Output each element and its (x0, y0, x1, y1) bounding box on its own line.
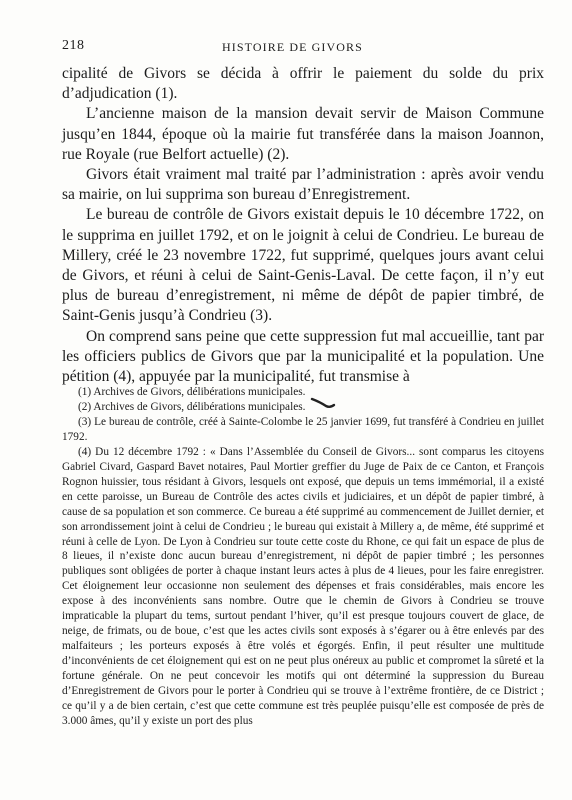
paragraph-1: cipalité de Givors se décida à offrir le paiement du solde du prix d’adjudication (1). (62, 65, 544, 103)
footnote-4: (4) Du 12 décembre 1792 : « Dans l’Assemblée du Conseil de Givors... sont comparus les citoyens Gabriel Civard, Gaspard Bavet notaires, Paul Mortier greffier du Juge de Paix de ce Canton, et François Rognon huissier, tous résidant à Givors, lesquels ont exposé, que depuis un tems immémorial, il a existé en cette paroisse, un Bureau de Contrôle des actes civils et judiciaires, et un dépôt de papier timbré, à cause de sa population et son commerce. Ce bureau a été supprimé au commencement de Juillet dernier, et son arrondissement joint à celui de Condrieu ; le bureau qui existait à Millery a, de même, été supprimé et réuni à celle de Lyon. De Lyon à Condrieu sur toute cette coste du Rhone, ce qui fait un espace de plus de 8 lieues, il n’existe donc aucun bureau d’enregistrement, ni dépôt de papier timbré ; les personnes publiques sont obligées de porter à chaque instant leurs actes à plus de 4 lieues, pour les faire enregistrer. Cet éloignement leur occasionne non seulement des dépenses et frais considérables, mais encore les expose à des inconvénients sans nombre. Outre que le chemin de Givors à Condrieu se trouve impraticable la plupart du tems, surtout pendant l’hiver, qu’il est presque toujours couvert de glace, de neige, de frimats, ou de boue, c’est que les actes civils sont exposés à s’égarer ou à être enlevés par des malfaiteurs ; les porteurs exposés à être volés et égorgés. Enfin, il peut résulter une multitude d’inconvénients de cet éloignement qui est on ne peut plus onéreux au public et compromet la sûreté et la fortune générale. On ne peut concevoir les motifs qui ont déterminé la suppression du Bureau d’Enregistrement de Givors pour le porter à Condrieu qui se trouve à l’extrême frontière, de ce District ; ce qu’il y a de bien certain, c’est que cette commune est très peuplée puisqu’elle est composée de près de 3.000 âmes, qu’il y existe un port des plus (62, 445, 544, 727)
paragraph-2: L’ancienne maison de la mansion devait servir de Maison Commune jusqu’en 1844, époque où la mairie fut transférée dans la maison Joannon, rue Royale (rue Belfort actuelle) (2). (62, 105, 544, 163)
paragraph-3: Givors était vraiment mal traité par l’administration : après avoir vendu sa mairie, on lui supprima son bureau d’Enregistrement. (62, 166, 544, 204)
running-title: HISTOIRE DE GIVORS (222, 40, 363, 54)
footnote-1: (1) Archives de Givors, délibérations municipales. (78, 386, 306, 398)
footnotes (62, 385, 544, 729)
page-number: 218 (62, 38, 85, 53)
main-text (62, 64, 544, 387)
footnote-3: (3) Le bureau de contrôle, créé à Sainte-Colombe le 25 janvier 1699, fut transféré à Condrieu en juillet 1792. (62, 415, 544, 443)
paragraph-5: On comprend sans peine que cette suppression fut mal accueillie, tant par les officiers publics de Givors que par la municipalité et la population. Une pétition (4), appuyée par la municipalité, fut transmise à (62, 327, 544, 386)
paragraph-4: Le bureau de contrôle de Givors existait depuis le 10 décembre 1722, on le supprima en juillet 1792, et on le joignit à celui de Condrieu. Le bureau de Millery, créé le 23 novembre 1722, fut supprimé, quelques jours avant celui de Givors, et réuni à celui de Saint-Genis-Laval. De cette façon, il n’y eut plus de bureau d’enregistrement, ni même de dépôt de papier timbré, de Saint-Genis jusqu’à Condrieu (3). (62, 206, 544, 325)
footnote-2: (2) Archives de Givors, délibérations municipales. (78, 400, 306, 413)
pen-mark (310, 396, 340, 410)
